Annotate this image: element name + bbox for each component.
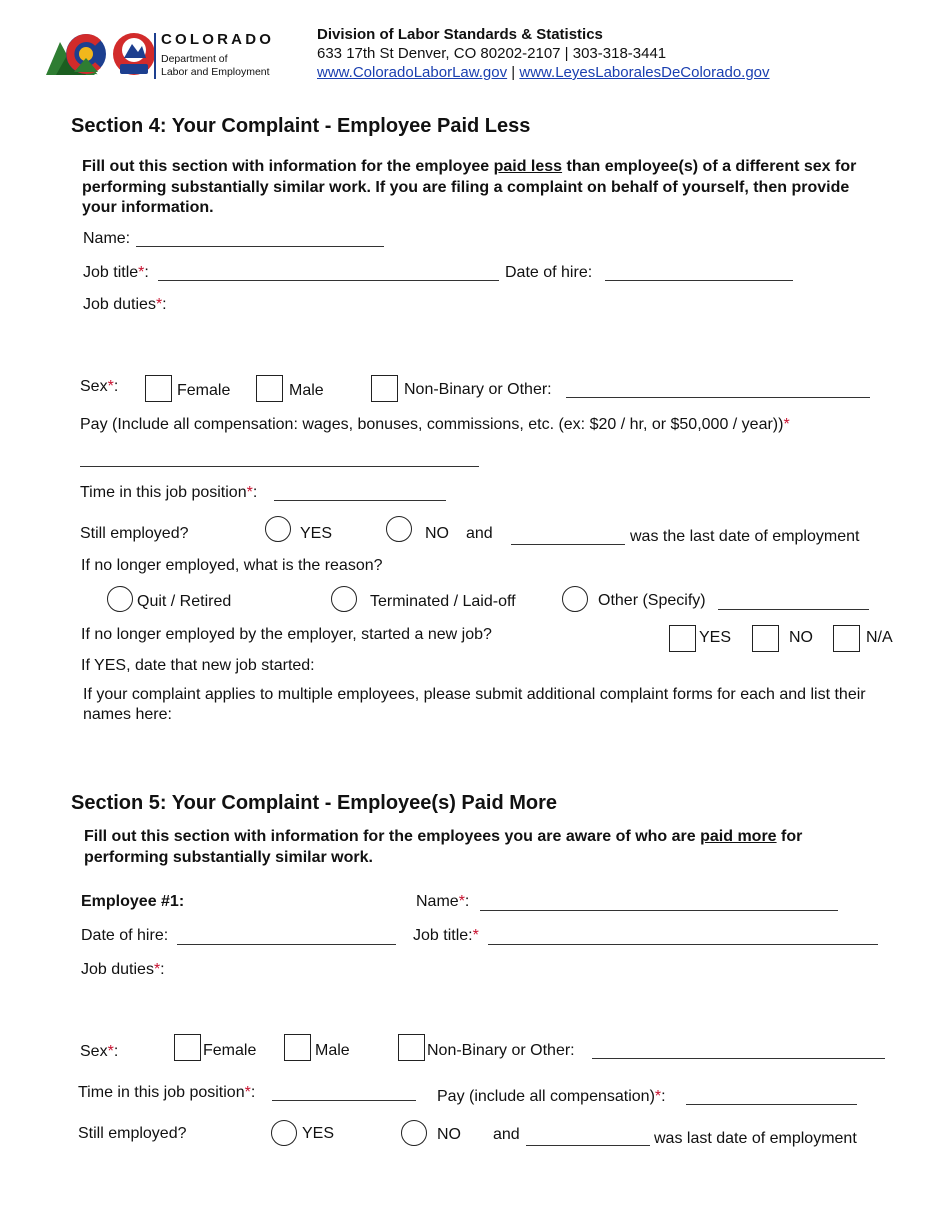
division-name: Division of Labor Standards & Statistics [317, 26, 603, 43]
s5-pay-label: Pay (include all compensation)*: [437, 1088, 666, 1105]
s4-nonbinary-checkbox[interactable] [371, 375, 398, 402]
s5-female-label: Female [203, 1042, 257, 1059]
s4-terminated-radio[interactable] [331, 586, 357, 612]
s4-new-job-date-label: If YES, date that new job started: [81, 657, 315, 674]
s4-new-job-no-checkbox[interactable] [752, 625, 779, 652]
s4-job-title-label: Job title*: [83, 264, 149, 281]
s4-male-label: Male [289, 382, 324, 399]
section5-intro: Fill out this section with information for the employees you are aware of who are paid more for performing substantially similar work. [84, 828, 803, 866]
s4-date-of-hire-field[interactable] [605, 280, 793, 281]
s4-still-employed-label: Still employed? [80, 525, 189, 542]
s5-pay-field[interactable] [686, 1104, 857, 1105]
s4-other-specify-field[interactable] [718, 609, 869, 610]
s5-still-employed-yes-radio[interactable] [271, 1120, 297, 1146]
s5-still-employed-no-label: NO [437, 1126, 461, 1143]
s4-quit-label: Quit / Retired [137, 593, 232, 610]
s4-last-date-label: was the last date of employment [630, 528, 860, 545]
s5-still-employed-yes-label: YES [302, 1125, 335, 1142]
cdle-badge-text: CDLE [93, 74, 113, 81]
s5-female-checkbox[interactable] [174, 1034, 201, 1061]
s4-new-job-yes-checkbox[interactable] [669, 625, 696, 652]
s5-and-label: and [493, 1126, 520, 1143]
logo-divider [154, 33, 156, 79]
s4-time-field[interactable] [274, 500, 446, 501]
s4-still-employed-no-label: NO [425, 525, 449, 542]
s4-new-job-na-label: N/A [866, 629, 893, 646]
s5-time-label: Time in this job position*: [78, 1084, 256, 1101]
s4-last-date-field[interactable] [511, 544, 625, 545]
section5-title: Section 5: Your Complaint - Employee(s) Paid More [71, 792, 558, 814]
s5-job-duties-label: Job duties*: [81, 961, 165, 978]
s4-sex-label: Sex*: [80, 378, 119, 395]
s4-male-checkbox[interactable] [256, 375, 283, 402]
s4-new-job-yes-label: YES [699, 629, 732, 646]
s5-employee-label: Employee #1: [81, 893, 185, 910]
labor-law-link[interactable]: www.ColoradoLaborLaw.gov [317, 64, 508, 81]
link-separator: | [511, 64, 516, 81]
s5-time-field[interactable] [272, 1100, 416, 1101]
s4-nonbinary-label: Non-Binary or Other: [404, 381, 552, 398]
s4-time-label: Time in this job position*: [80, 484, 258, 501]
s4-and-label: and [466, 525, 493, 542]
s4-new-job-label: If no longer employed by the employer, started a new job? [81, 626, 492, 643]
logo-dept-line1: Department of [161, 53, 228, 65]
s4-new-job-na-checkbox[interactable] [833, 625, 860, 652]
s4-pay-label: Pay (Include all compensation: wages, bonuses, commissions, etc. (ex: $20 / hr, or $50,000 / year))* [80, 416, 790, 433]
s4-multiple-employees-text: If your complaint applies to multiple employees, please submit additional complaint forms for each and list their names here: [83, 686, 866, 723]
s4-female-checkbox[interactable] [145, 375, 172, 402]
s5-sex-label: Sex*: [80, 1043, 119, 1060]
s4-job-duties-label: Job duties*: [83, 296, 167, 313]
s5-nonbinary-checkbox[interactable] [398, 1034, 425, 1061]
s4-date-of-hire-label: Date of hire: [505, 264, 593, 281]
s5-job-title-label: Job title:* [413, 927, 479, 944]
s4-reason-label: If no longer employed, what is the reason? [81, 557, 383, 574]
s5-still-employed-label: Still employed? [78, 1125, 187, 1142]
s5-name-field[interactable] [480, 910, 838, 911]
s5-still-employed-no-radio[interactable] [401, 1120, 427, 1146]
s5-male-checkbox[interactable] [284, 1034, 311, 1061]
s4-name-field[interactable] [136, 246, 384, 247]
s4-terminated-label: Terminated / Laid-off [370, 593, 516, 610]
s4-other-radio[interactable] [562, 586, 588, 612]
section4-title: Section 4: Your Complaint - Employee Paid Less [71, 115, 531, 137]
s5-nonbinary-field[interactable] [592, 1058, 885, 1059]
s5-male-label: Male [315, 1042, 350, 1059]
s5-name-label: Name*: [416, 893, 470, 910]
logo-dept-line2: Labor and Employment [161, 66, 270, 78]
s4-name-label: Name: [83, 230, 131, 247]
s5-nonbinary-label: Non-Binary or Other: [427, 1042, 575, 1059]
logo-state-word: COLORADO [161, 31, 275, 48]
division-address: 633 17th St Denver, CO 80202-2107 | 303-318-3441 [317, 45, 667, 62]
s4-new-job-no-label: NO [789, 629, 813, 646]
s4-other-label: Other (Specify) [598, 592, 706, 609]
s5-date-of-hire-field[interactable] [177, 944, 396, 945]
s4-pay-field[interactable] [80, 466, 479, 467]
leyes-laborales-link[interactable]: www.LeyesLaboralesDeColorado.gov [519, 64, 770, 81]
s4-quit-radio[interactable] [107, 586, 133, 612]
s4-female-label: Female [177, 382, 231, 399]
s5-last-date-label: was last date of employment [654, 1130, 857, 1147]
s4-job-title-field[interactable] [158, 280, 499, 281]
s5-last-date-field[interactable] [526, 1145, 650, 1146]
s4-still-employed-yes-label: YES [300, 525, 333, 542]
section4-intro: Fill out this section with information for the employee paid less than employee(s) of a different sex for performing substantially similar work. If you are filing a complaint on behalf of yourself, then provide your information. [82, 158, 857, 216]
s5-job-title-field[interactable] [488, 944, 878, 945]
s5-date-of-hire-label: Date of hire: [81, 927, 169, 944]
s4-still-employed-no-radio[interactable] [386, 516, 412, 542]
s4-nonbinary-field[interactable] [566, 397, 870, 398]
s4-still-employed-yes-radio[interactable] [265, 516, 291, 542]
